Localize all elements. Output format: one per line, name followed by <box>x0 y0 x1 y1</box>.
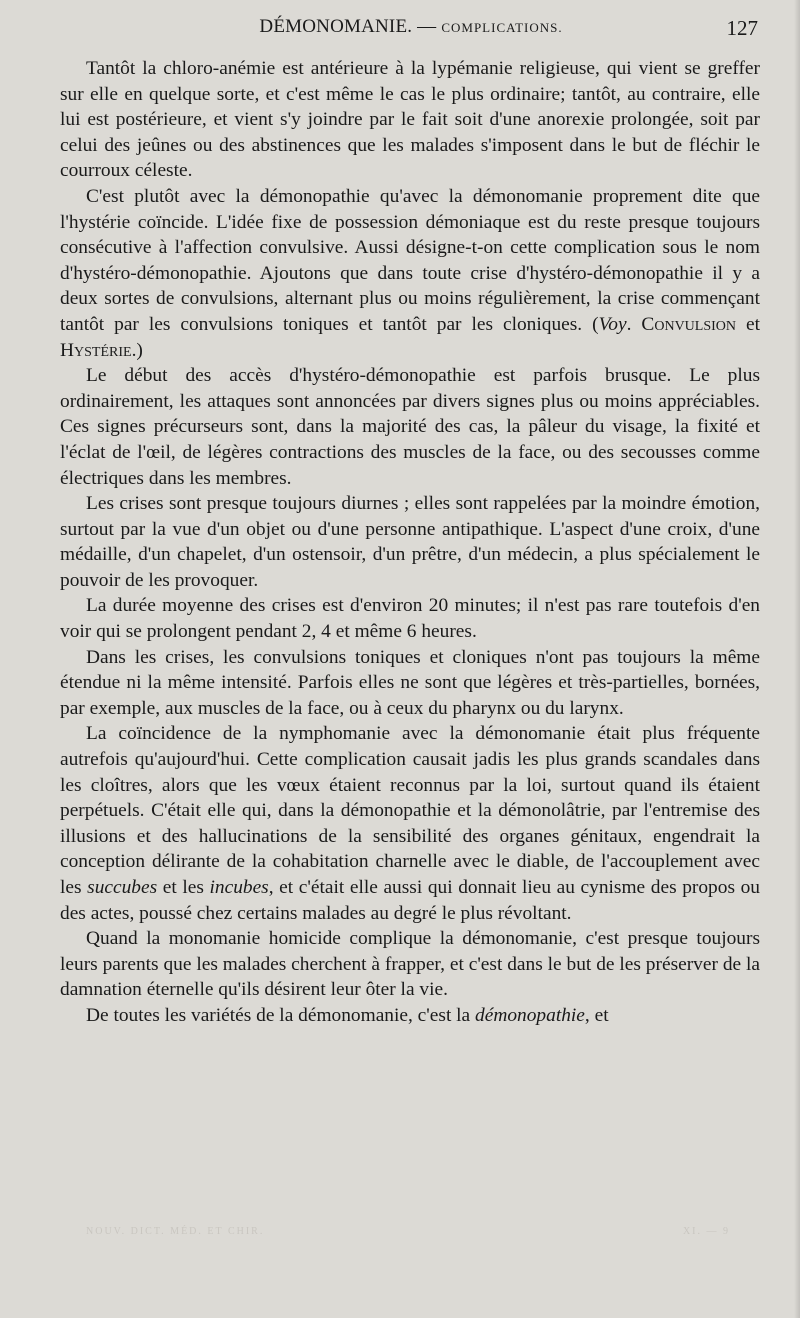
ref-et: et <box>736 313 760 335</box>
paragraph-3: Le début des accès d'hystéro-démonopathie est parfois brusque. Le plus ordinairement, les attaques sont annoncées par divers signes plus ou moins appréciables. Ces signes précurseurs sont, dans la majorité des cas, la pâleur du visage, la fixité et l'éclat de l'œil, de légères contractions des muscles de la face, ou des secousses comme électriques dans les membres. <box>60 365 760 489</box>
running-title-sub: COMPLICATIONS. <box>441 20 563 35</box>
term-incubes: incubes <box>209 877 269 898</box>
paragraph-4: Les crises sont presque toujours diurnes ; elles sont rappelées par la moindre émotion, surtout par la vue d'un objet ou d'une personne antipathique. L'aspect d'une croix, d'une médaille, d'un chapelet, d'un ostensoir, d'un prêtre, d'un médecin, a plus spécialement le pouvoir de les provoquer. <box>60 493 760 591</box>
paragraph-2-text: C'est plutôt avec la démonopathie qu'avec la démonomanie proprement dite que l'hystérie coïncide. L'idée fixe de possession démoniaque est du reste presque toujours consécutive à l'affection convulsive. Aussi désigne-t-on cette complication sous le nom d'hystéro-démonopathie. Ajoutons que dans toute crise d'hystéro-démonopathie il y a deux sortes de convulsions, alternant plus ou moins régulièrement, la crise commençant tantôt par les convulsions toniques et tantôt par les cloniques. <box>60 185 760 335</box>
paragraph-9-text: De toutes les variétés de la démonomanie, c'est la <box>86 1004 471 1026</box>
paragraph-6: Dans les crises, les convulsions toniques et cloniques n'ont pas toujours la même étendue ni la même intensité. Parfois elles ne sont que légères et très-partielles, bornées, par exemple, aux muscles de la face, ou à ceux du pharynx ou du larynx. <box>60 646 760 719</box>
page-edge-shadow <box>794 0 800 1318</box>
ref-mid: . <box>626 313 642 335</box>
running-title <box>60 16 762 38</box>
paragraph-9 <box>60 1003 760 1029</box>
term-demonopathie: démonopathie <box>475 1004 585 1026</box>
paragraph-7-tail: , et c'était elle aussi qui donnait lieu au cynisme des propos ou des actes, poussé chez certains malades au degré le plus révoltant. <box>60 877 760 924</box>
paragraph-7-text: La coïncidence de la nymphomanie avec la démonomanie était plus fréquente autrefois qu'aujourd'hui. Cette complication causait jadis les plus grands scandales dans les cloîtres, alors que les vœux étaient reconnus par la loi, surtout quand ils étaient perpétuels. C'était elle qui, dans la démonopathie et la démonolâtrie, par l'entremise des illusions et des hallucinations de la sensibilité des organes génitaux, engendrait la conception délirante de la cohabitation charnelle avec le diable, de l'accouplement avec les <box>60 723 760 898</box>
paragraph-5: La durée moyenne des crises est d'environ 20 minutes; il n'est pas rare toutefois d'en voir qui se prolongent pendant 2, 4 et même 6 heures. <box>60 595 760 643</box>
signature-footer <box>86 1226 730 1242</box>
ref-convulsion: Convulsion <box>641 313 737 335</box>
page-number: 127 <box>726 16 758 40</box>
running-title-main: DÉMONOMANIE. — <box>259 16 437 37</box>
paragraph-8: Quand la monomanie homicide complique la démonomanie, c'est presque toujours leurs parents que les malades cherchent à frapper, et c'est dans le but de les préserver de la damnation éternelle qu'ils désirent leur ôter la vie. <box>60 928 760 1001</box>
footer-right: XI. — 9 <box>682 1226 730 1237</box>
running-head <box>60 16 762 46</box>
ref-voy: Voy <box>598 313 627 335</box>
footer-left: NOUV. DICT. MÉD. ET CHIR. <box>86 1226 265 1237</box>
paragraph-1: Tantôt la chloro-anémie est antérieure à la lypémanie religieuse, qui vient se greffer sur elle en quelque sorte, et c'est même le cas le plus ordinaire; tantôt, au contraire, elle lui est postérieure, et vient s'y joindre par le fait soit d'une anorexie prolongée, soit par celui des jeûnes ou des abstinences que les malades s'imposent dans le but de fléchir le courroux céleste. <box>60 58 760 182</box>
ref-open: ( <box>592 313 599 335</box>
paragraph-9-tail: , et <box>584 1004 609 1026</box>
body-text <box>60 56 760 1029</box>
p7-et-les: et les <box>157 877 210 898</box>
term-succubes: succubes <box>87 877 158 898</box>
paragraph-2 <box>60 184 760 363</box>
ref-close: .) <box>131 339 143 361</box>
ref-hysterie: Hystérie <box>60 339 132 361</box>
paragraph-7 <box>60 721 760 926</box>
